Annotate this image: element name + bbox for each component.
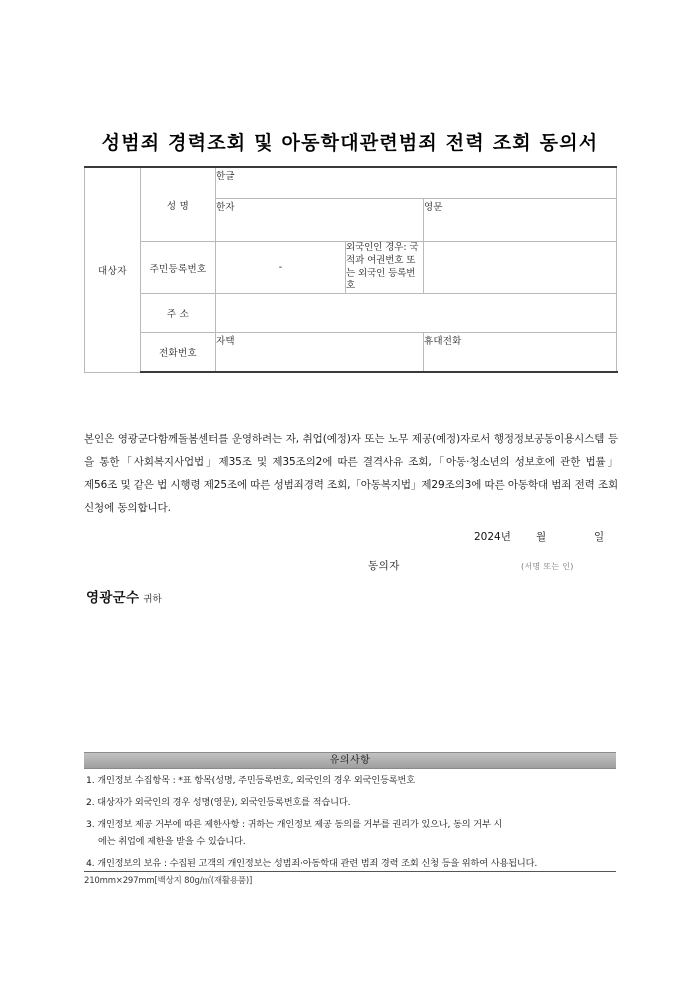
foreigner-number-input-cell[interactable] [424,242,617,294]
notice-item-text: 3. 개인정보 제공 거부에 따른 제한사항 : 귀하는 개인정보 제공 동의를 거부를 권리가 있으나, 동의 거부 시 [86,819,503,830]
notice-item [86,855,618,872]
name-hanja-tag: 한자 [216,202,235,213]
name-korean-cell[interactable] [216,167,617,199]
footer-divider [84,871,616,872]
table-row-address [85,294,617,333]
name-label-cell: 성 명 [141,167,216,242]
notices-list [86,772,618,877]
resident-number-label-cell: 주민등록번호 [141,242,216,294]
notice-item-continuation: 에는 취업에 제한을 받을 수 있습니다. [98,836,246,847]
table-row-resident-number [85,242,617,294]
notice-item [86,794,618,811]
phone-home-cell[interactable] [216,333,424,373]
date-month: 월 [536,531,547,543]
seal-note: (서명 또는 인) [521,562,574,571]
phone-mobile-cell[interactable] [424,333,617,373]
resident-number-input-cell[interactable]: - [216,242,346,294]
recipient-suffix: 귀하 [143,594,162,605]
table-row-name-korean [85,167,617,199]
subject-information-table [84,166,617,373]
address-input-cell[interactable] [216,294,617,333]
date-day: 일 [594,531,605,543]
foreigner-note-cell: 외국인인 경우: 국적과 여권번호 또는 외국인 등록번호 [346,242,424,294]
paper-specification: 210mm×297mm[백상지 80g/㎡(재활용품)] [84,876,253,886]
recipient-name: 영광군수 [86,590,140,606]
date-year: 2024년 [474,531,511,543]
notice-item-text: 1. 개인정보 수집항목 : *표 항목(성명, 주민등록번호, 외국인의 경우 외국인등록번호 [86,775,415,786]
page-title: 성범죄 경력조회 및 아동학대관련범죄 전력 조회 동의서 [101,132,599,154]
name-korean-tag: 한글 [216,171,235,182]
notice-item [86,816,618,850]
notice-item [86,772,618,789]
notices-header: 유의사항 [84,752,616,769]
notice-item-text: 2. 대상자가 외국인의 경우 성명(영문), 외국인등록번호를 적습니다. [86,797,351,808]
table-row-phone [85,333,617,373]
phone-home-tag: 자택 [216,336,235,348]
address-label-cell: 주 소 [141,294,216,333]
name-hanja-cell[interactable] [216,199,424,242]
subject-label-cell: 대상자 [85,167,141,372]
name-english-tag: 영문 [424,202,443,213]
consent-paragraph: 본인은 영광군다함께돌봄센터를 운영하려는 자, 취업(예정)자 또는 노무 제공(예정)자로서 행정정보공동이용시스템 등 을 통한「사회복지사업법」제35조 및 제35조의2에 따른 결격사유 조회,「아동·청소년의 성보호에 관한 법률」 제56조 및 같은 법 시행령 제25조에 따른 성범죄경력 조회,「아동복지법」제29조의3에 따른 아동학대 범죄 전력 조회 신청에 동의합니다. [84,433,618,514]
phone-label-cell: 전화번호 [141,333,216,373]
phone-mobile-tag: 휴대전화 [424,336,462,348]
signer-label: 동의자 [368,560,400,572]
recipient-line [86,586,162,606]
notice-item-text: 4. 개인정보의 보유 : 수집된 고객의 개인정보는 성범죄·아동학대 관련 범죄 경력 조회 신청 등을 위하여 사용됩니다. [86,858,538,869]
name-english-cell[interactable] [424,199,617,242]
